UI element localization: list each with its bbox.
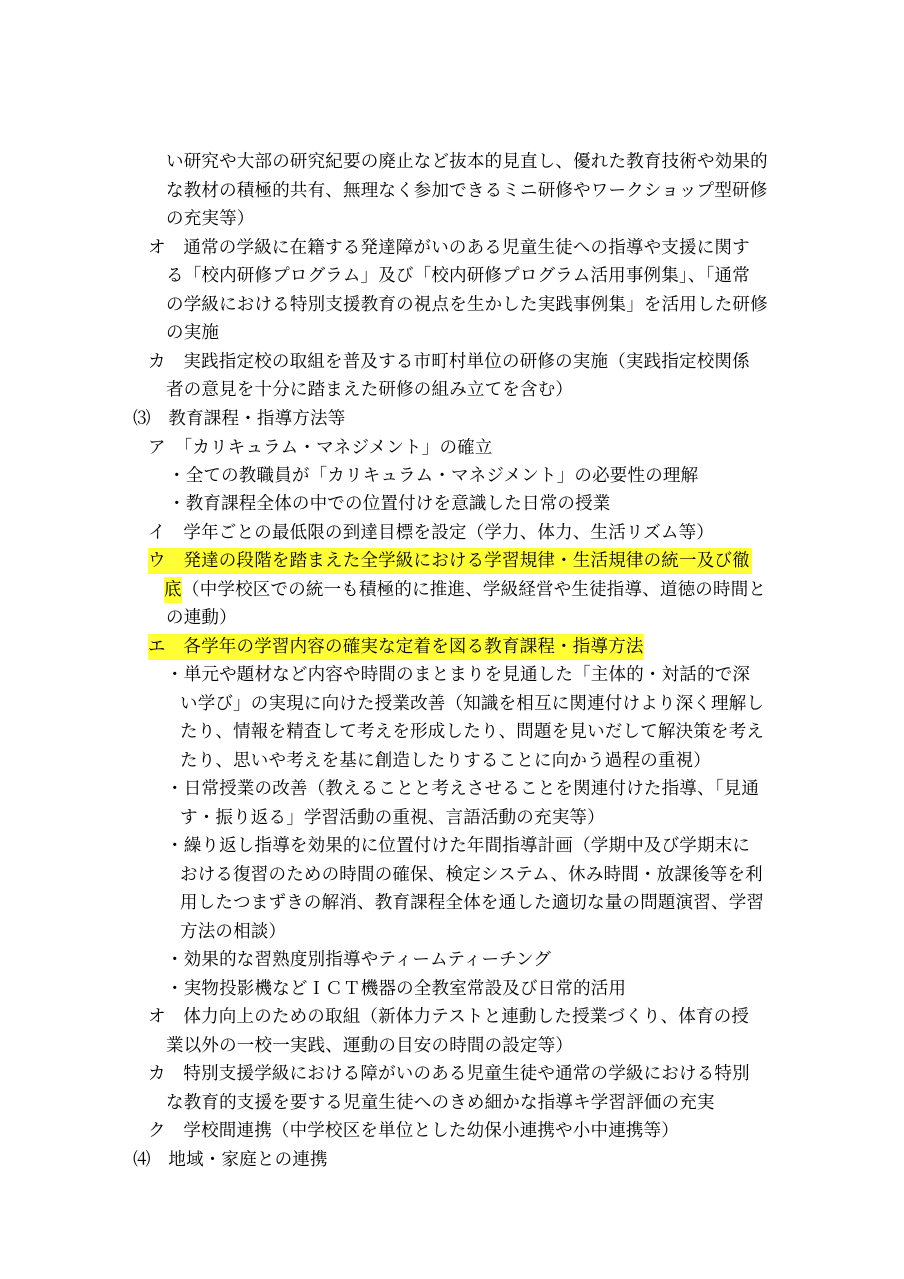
text-line: （中学校区での統一も積極的に推進、学級経営や生徒指導、道徳の時間と [182, 580, 767, 600]
highlighted-text: 底 [164, 577, 182, 603]
item-ka2-line: カ 特別支援学級における障がいのある児童生徒や通常の学級における特別 [148, 1064, 750, 1084]
text-line: の連動） [166, 608, 237, 628]
bullet-line: ・日常授業の改善（教えることと考えさせることを関連付けた指導、「見通 [166, 779, 760, 799]
text-line: る「校内研修プログラム」及び「校内研修プログラム活用事例集」、「通常 [166, 266, 750, 286]
text-line: の実施 [166, 323, 220, 343]
bullet-line: ・教育課程全体の中での位置付けを意識した日常の授業 [168, 494, 611, 514]
bullet-line: ・繰り返し指導を効果的に位置付けた年間指導計画（学期中及び学期末に [166, 836, 751, 856]
item-a-line: ア 「カリキュラム・マネジメント」の確立 [148, 438, 493, 458]
text-line: の学級における特別支援教育の視点を生かした実践事例集」を活用した研修 [166, 295, 768, 315]
bullet-line: ・効果的な習熟度別指導やティームティーチング [166, 950, 552, 970]
item-ku-line: ク 学校間連携（中学校区を単位とした幼保小連携や小中連携等） [148, 1121, 679, 1141]
text-line: す・振り返る」学習活動の重視、言語活動の充実等） [180, 808, 605, 828]
bullet-line: ・全ての教職員が「カリキュラム・マネジメント」の必要性の理解 [168, 466, 699, 486]
text-line: い学び」の実現に向けた授業改善（知識を相互に関連付けより深く理解し [180, 694, 765, 714]
text-line: 用したつまずきの解消、教育課程全体を通した適切な量の問題演習、学習 [180, 893, 765, 913]
text-line: 業以外の一校一実践、運動の目安の時間の設定等） [166, 1036, 574, 1056]
text-line: たり、思いや考えを基に創造したりすることに向かう過程の重視） [180, 751, 711, 771]
text-line: おける復習のための時間の確保、検定システム、休み時間・放課後等を利 [180, 865, 763, 885]
text-line: な教材の積極的共有、無理なく参加できるミニ研修やワークショップ型研修 [166, 181, 768, 201]
text-line: たり、情報を精査して考えを形成したり、問題を見いだして解決策を考え [180, 722, 765, 742]
bullet-line: ・単元や題材など内容や時間のまとまりを見通した「主体的・対話的で深 [166, 665, 751, 685]
bullet-line: ・実物投影機などＩＣＴ機器の全教室常設及び日常的活用 [166, 979, 627, 999]
section-heading-3: ⑶ 教育課程・指導方法等 [133, 409, 346, 429]
item-o2-line: オ 体力向上のための取組（新体力テストと連動した授業づくり、体育の授 [148, 1007, 750, 1027]
item-ka-line: カ 実践指定校の取組を普及する市町村単位の研修の実施（実践指定校関係 [148, 352, 750, 372]
item-e-line-highlighted: エ 各学年の学習内容の確実な定着を図る教育課程・指導方法 [148, 634, 644, 660]
item-u-line-highlighted: ウ 発達の段階を踏まえた全学級における学習規律・生活規律の統一及び徹 [148, 548, 752, 574]
text-line: 者の意見を十分に踏まえた研修の組み立てを含む） [166, 380, 574, 400]
text-line: の充実等） [166, 209, 255, 229]
item-i-line: イ 学年ごとの最低限の到達目標を設定（学力、体力、生活リズム等） [148, 523, 715, 543]
item-o-line: オ 通常の学級に在籍する発達障がいのある児童生徒への指導や支援に関す [148, 238, 750, 258]
text-line: 方法の相談） [180, 922, 287, 942]
text-line: な教育的支援を要する児童生徒へのきめ細かな指導キ学習評価の充実 [166, 1093, 715, 1113]
section-heading-4: ⑷ 地域・家庭との連携 [133, 1150, 328, 1170]
text-line: い研究や大部の研究紀要の廃止など抜本的見直し、優れた教育技術や効果的 [166, 152, 768, 172]
